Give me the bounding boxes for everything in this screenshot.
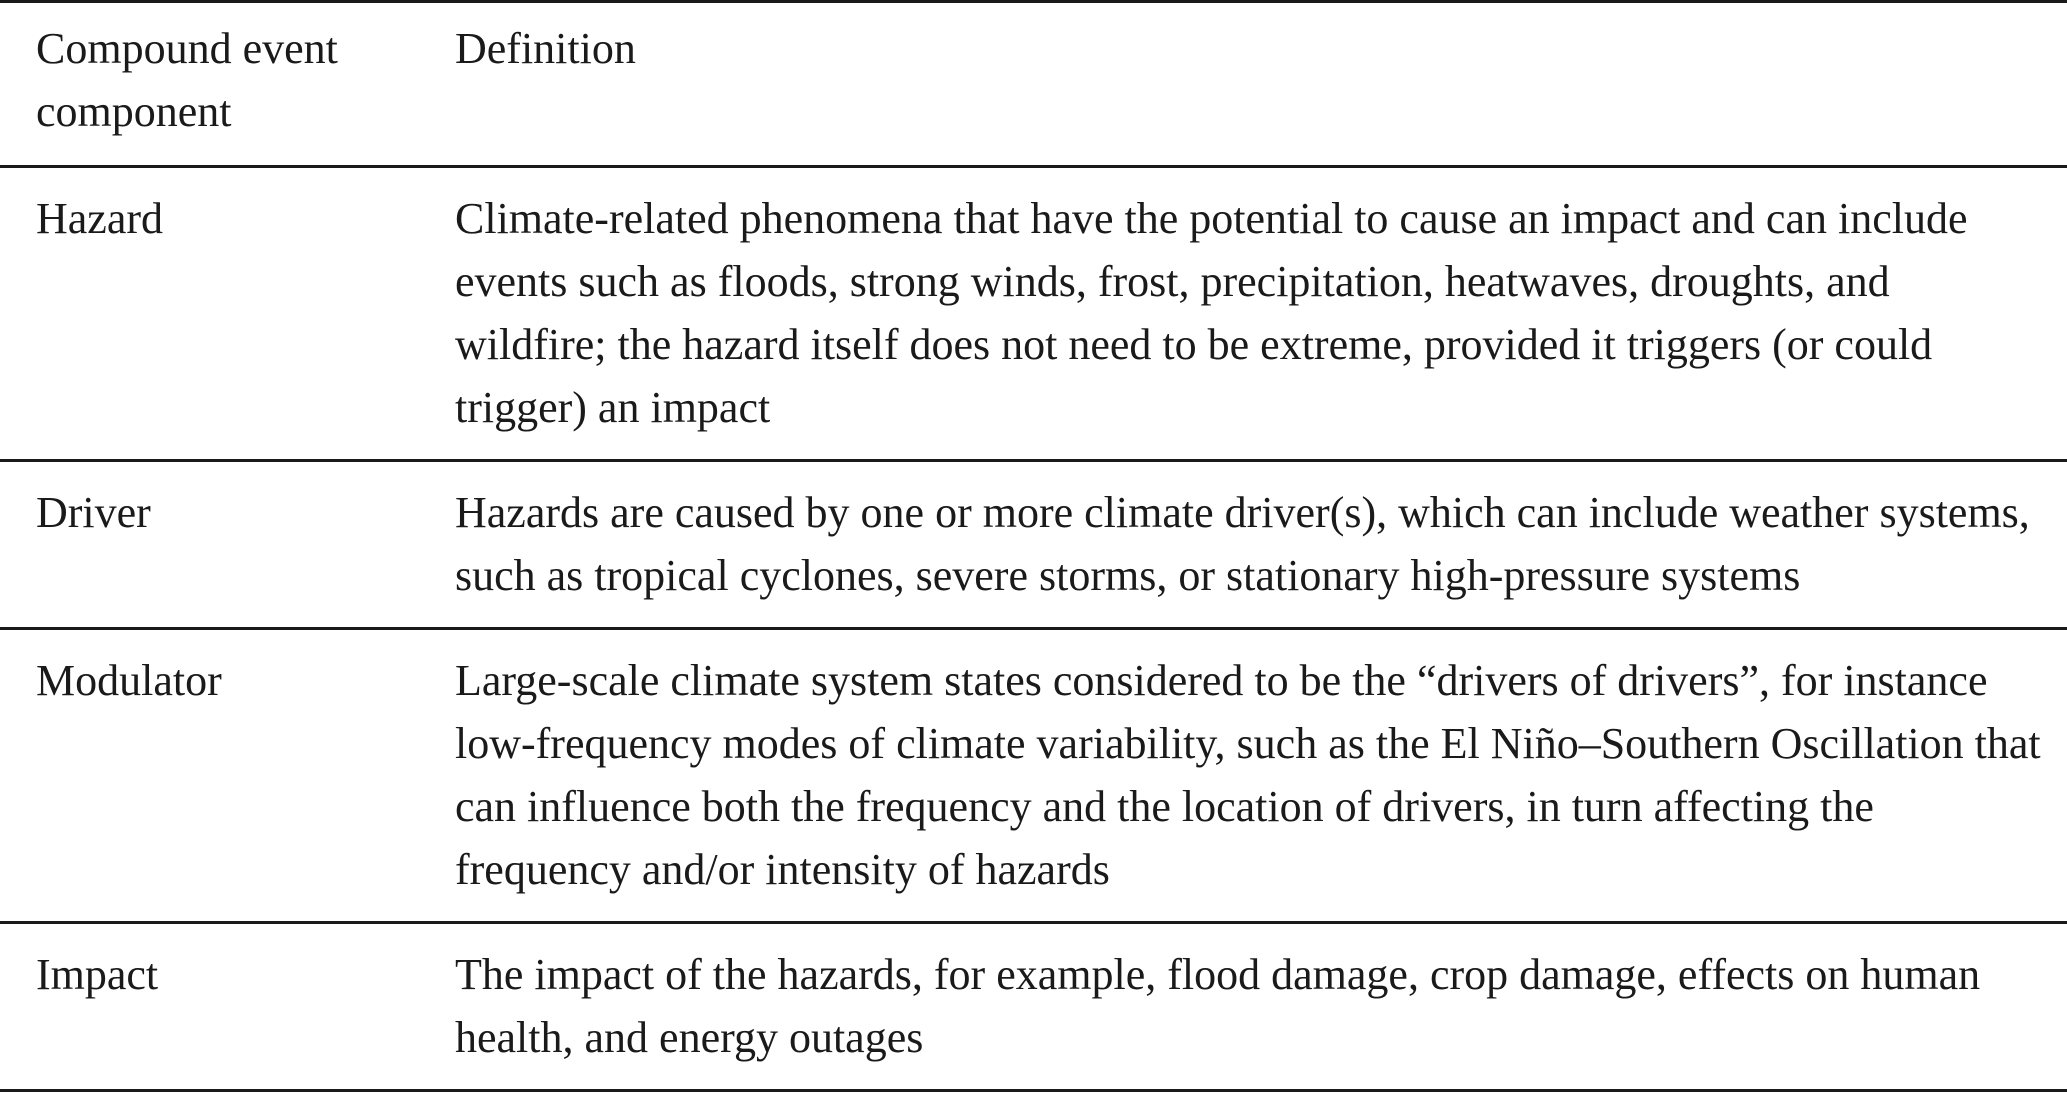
definition-cell: The impact of the hazards, for example, flood damage, crop damage, effects on human health, and energy outages — [455, 950, 1981, 1062]
table-header — [0, 2, 2067, 167]
component-cell: Driver — [36, 488, 151, 537]
definition-cell: Large-scale climate system states considered to be the “drivers of drivers”, for instance low-frequency modes of climate variability, such as the El Niño–Southern Oscillation that can influence both the frequency and the location of drivers, in turn affecting the frequency and/or intensity of hazards — [455, 656, 2041, 894]
component-cell: Modulator — [36, 656, 222, 705]
table-row-hazard — [0, 167, 2067, 461]
table-row-impact — [0, 923, 2067, 1091]
table-row-modulator — [0, 629, 2067, 923]
definition-cell: Hazards are caused by one or more climate driver(s), which can include weather systems, such as tropical cyclones, severe storms, or stationary high-pressure systems — [455, 488, 2030, 600]
component-cell: Impact — [36, 950, 159, 999]
table-row-driver — [0, 461, 2067, 629]
header-definition: Definition — [455, 24, 636, 73]
table-body — [0, 167, 2067, 1091]
header-row — [0, 2, 2067, 167]
component-cell: Hazard — [36, 194, 164, 243]
header-component: Compound event component — [36, 24, 338, 136]
definition-cell: Climate-related phenomena that have the potential to cause an impact and can include events such as floods, strong winds, frost, precipitation, heatwaves, droughts, and wildfire; the hazard itself does not need to be extreme, provided it triggers (or could trigger) an impact — [455, 194, 1968, 432]
